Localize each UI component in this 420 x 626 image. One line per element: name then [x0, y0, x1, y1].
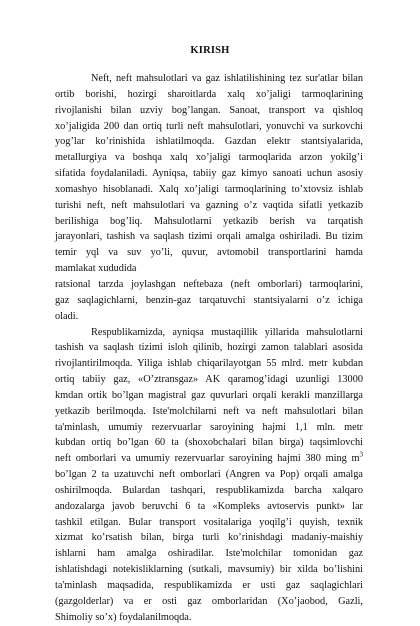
paragraph	[55, 277, 363, 325]
text-line: Shimoliy so’x) foydalanilmoqda.	[55, 611, 192, 623]
text-line: ta'minlash maqsadida, respublikamizda er usti gaz saqlagichlari	[55, 580, 363, 591]
text-line: Respublikamizda, ayniqsa mustaqillik yillarida mahsulotlarni	[91, 326, 363, 338]
text-line: rivojlanishi bilan uzviy bog’langan. Sanoat, transport va qishloq	[55, 104, 363, 116]
text-line: xomashyo hisoblanadi. Xalq xo’jaligi tarmoqlarining to’xtovsiz ishlab	[55, 183, 363, 195]
paragraph	[55, 325, 363, 626]
text-line: metallurgiya va boshqa xalq xo’jaligi tarmoqlarida arzon yokilg’i	[55, 152, 363, 164]
text-line: berilishiga bog’liq. Mahsulotlarni yetkazib berish va tarqatish	[55, 215, 363, 227]
text-line: andozalarga javob beruvchi 6 ta «Kompleks avtoservis punkt» lar	[55, 500, 363, 512]
text-line: rivojlantirilmoqda. Yiliga ishlab chiqarilayotgan 55 mlrd. metr kubdan	[55, 358, 363, 370]
text-line: temir yql va suv yo’li, quvur, avtomobil transportlarini hamda	[55, 247, 363, 259]
text-line: oladi.	[55, 310, 79, 322]
unit-superscript: 3	[359, 450, 363, 459]
text-line: oshirilmoqda. Bulardan tashqari, respublikamizda barcha xalqaro	[55, 484, 363, 496]
text-line: yog’lar ko’rinishida ishlatilmoqda. Gazdan elektr stantsiyalarida,	[55, 136, 363, 148]
text-line: ortib borishi, hozirgi sharoitlarda xalq xo’jaligi tarmoqlarining	[55, 88, 363, 100]
text-line: ishlarni ham amalga oshiradilar. Iste'molchilar tomonidan gaz	[55, 548, 363, 560]
text-line: ortiq tabiiy gaz, «O’ztransgaz» AK qaramog’idagi uzunligi 13000	[55, 374, 363, 386]
text-line: Neft, neft mahsulotlari va gaz ishlatilishining tez sur'atlar bilan	[91, 73, 363, 84]
text-line: jarayonlari, tashish va saqlash tizimi orqali amalga oshiriladi. Bu tizim	[55, 231, 363, 243]
text-line: ratsional tarzda joylashgan neftebaza (neft omborlari) tarmoqlarini,	[55, 278, 363, 290]
text-line: kmdan ortik bo’lgan magistral gaz quvurlari orqali kerakli manzillarga	[55, 389, 363, 401]
text-line: mamlakat xududida	[55, 263, 137, 275]
text-line: kubdan ortiq bo’lgan 60 ta (shoxobchalari bilan birga) taqsimlovchi	[55, 437, 363, 449]
text-line: (gazgolderlar) va er osti gaz omborlaridan (Xo’jaobod, Gazli,	[55, 595, 363, 607]
document-title: KIRISH	[190, 45, 230, 56]
text-line: tashish va saqlash tizimi isloh qilinib, hozirgi zamon talablari asosida	[55, 342, 363, 354]
text-line: gaz saqlagichlarni, benzin-gaz tarqatuvchi stantsiyalarni o’z ichiga	[55, 294, 363, 306]
text-line: turishi neft, neft mahsulotlari va gazning o’z vaqtida sifatli yetkazib	[55, 199, 363, 211]
text-line: sifatida foydalaniladi. Ayniqsa, tabiiy gaz kimyo sanoati uchun asosiy	[55, 168, 363, 180]
text-line: neft omborlari va umumiy rezervuarlar saroyining hajmi 380 ming $m^3$	[55, 450, 363, 465]
document-body	[55, 71, 363, 626]
text-line: xo’jaligida 200 dan ortiq turli neft mahsulotlari, yonuvchi va surkovchi	[55, 120, 363, 132]
text-line: bo’lgan 2 ta uzatuvchi neft omborlari (Angren va Pop) orqali amalga	[55, 469, 363, 481]
text-line: tashkil etilgan. Bular transport vositalariga yoqilg’i quyish, texnik	[55, 516, 363, 528]
text-line: ta'minlash, umumiy rezervuarlar saroyining hajmi 1,1 mln. metr	[55, 421, 363, 433]
text-line: ishlatishdagi notekisliklarning (sutkali, mavsumiy) bir xilda bo’lishini	[55, 564, 363, 576]
text-line: xizmat ko’rsatish bilan, birga turli ko’rinishdagi madaniy-maishiy	[55, 532, 363, 544]
paragraph	[55, 71, 363, 277]
text-line: yetkazib berilmoqda. Iste'molchilarni neft va neft mahsulotlari bilan	[55, 405, 363, 417]
